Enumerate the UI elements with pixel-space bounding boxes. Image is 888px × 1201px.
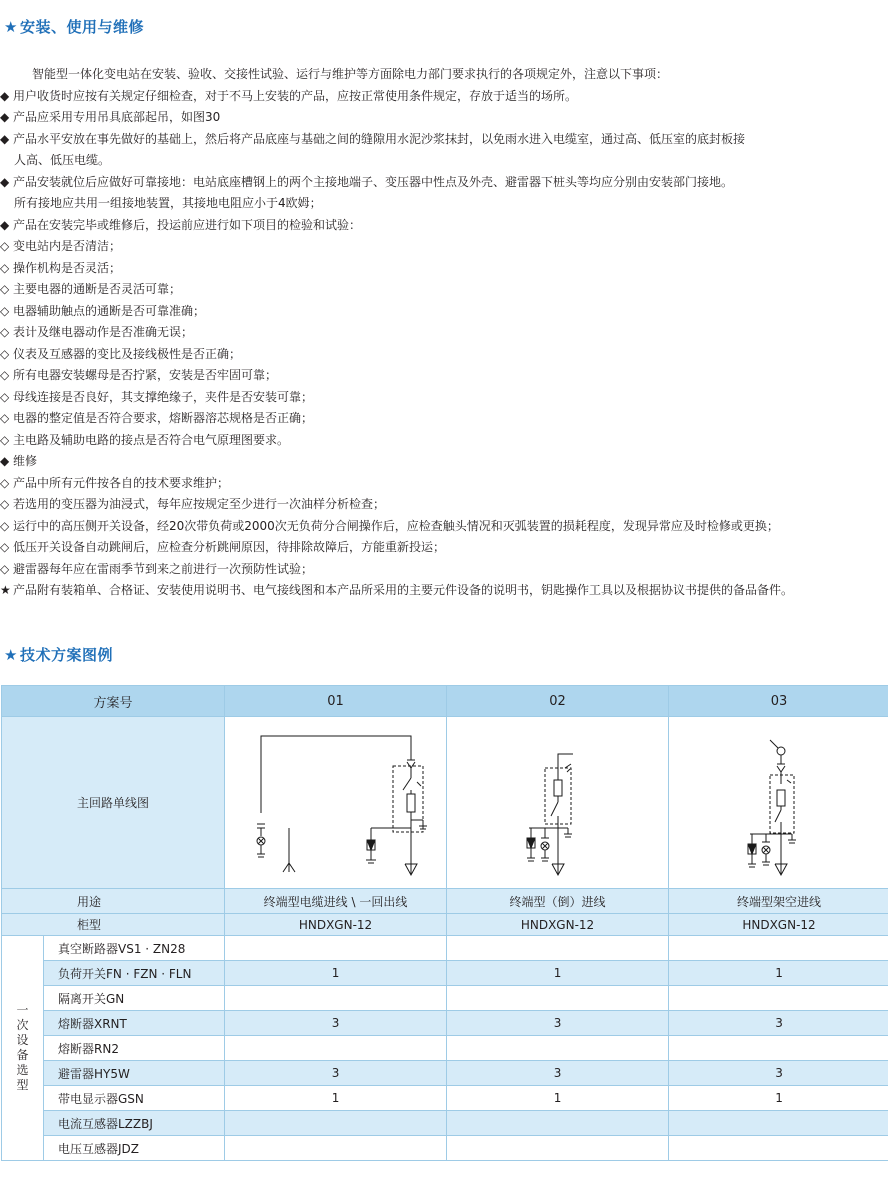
table-row	[2, 1061, 888, 1086]
equipment-label: 电流互感器LZZBJ	[44, 1111, 225, 1136]
list-item-text: 母线连接是否良好，其支撑绝缘子，夹件是否安装可靠；	[13, 389, 314, 404]
equipment-qty: 1	[225, 1086, 447, 1111]
equipment-label: 熔断器XRNT	[44, 1011, 225, 1036]
list-item	[0, 86, 888, 108]
star-icon: ★	[4, 646, 18, 664]
diamond-outline-icon: ◇	[0, 389, 10, 404]
usage-02: 终端型（倒）进线	[447, 889, 669, 914]
cabinet-03: HNDXGN-12	[669, 914, 888, 936]
cabinet-02: HNDXGN-12	[447, 914, 669, 936]
equipment-qty	[225, 1036, 447, 1061]
diamond-outline-icon: ◇	[0, 475, 10, 490]
list-item-text: 运行中的高压侧开关设备，经20次带负荷或2000次无负荷分合闸操作后，应检查触头情况和灭弧装置的损耗程度，发现异常应及时检修或更换；	[13, 518, 779, 533]
diagram-03	[669, 717, 888, 889]
diamond-filled-icon: ◆	[0, 131, 10, 146]
list-item-text: 电器辅助触点的通断是否可靠准确；	[13, 303, 206, 318]
list-item-text: 电器的整定值是否符合要求，熔断器溶芯规格是否正确；	[13, 411, 314, 425]
diamond-outline-icon: ◇	[0, 325, 10, 339]
list-item-continuation: 人高、低压电缆。	[14, 153, 111, 167]
list-item-text: 仪表及互感器的变比及接线极性是否正确；	[13, 346, 242, 361]
equipment-label: 真空断路器VS1 · ZN28	[44, 936, 225, 961]
usage-01: 终端型电缆进线 \ 一回出线	[225, 889, 447, 914]
list-item	[0, 344, 888, 366]
equipment-qty	[669, 936, 888, 961]
list-item-text: 产品在安装完毕或维修后，投运前应进行如下项目的检验和试验：	[13, 217, 362, 232]
group-label-primary-equipment	[2, 936, 44, 1161]
cabinet-01: HNDXGN-12	[225, 914, 447, 936]
group-label-char: 次	[16, 1018, 29, 1032]
diagram-02	[447, 717, 669, 889]
list-item	[0, 408, 888, 430]
equipment-qty: 1	[669, 961, 888, 986]
diamond-outline-icon: ◇	[0, 561, 10, 576]
equipment-qty: 3	[669, 1061, 888, 1086]
equipment-label: 电压互感器JDZ	[44, 1136, 225, 1161]
diamond-outline-icon: ◇	[0, 346, 10, 361]
equipment-qty	[447, 1136, 669, 1161]
scheme-table	[1, 685, 888, 1161]
list-item	[0, 580, 888, 602]
header-scheme-no: 方案号	[2, 686, 225, 717]
usage-row	[2, 889, 888, 914]
list-item-text: 产品附有装箱单、合格证、安装使用说明书、电气接线图和本产品所采用的主要元件设备的说明书，钥匙操作工具以及根据协议书提供的备品备件。	[13, 583, 794, 597]
list-item-text: 避雷器每年应在雷雨季节到来之前进行一次预防性试验；	[13, 561, 314, 576]
installation-text	[0, 64, 888, 602]
equipment-label: 负荷开关FN · FZN · FLN	[44, 961, 225, 986]
list-item-text: 维修	[13, 454, 38, 468]
list-item-text: 若选用的变压器为油浸式，每年应按规定至少进行一次油样分析检查；	[13, 497, 386, 511]
list-item	[0, 430, 888, 452]
diagram-01	[225, 717, 447, 889]
equipment-qty: 1	[669, 1086, 888, 1111]
cabinet-label: 柜型	[2, 914, 225, 936]
section-title-schemes: ★ 技术方案图例	[4, 646, 113, 664]
equipment-qty	[225, 1136, 447, 1161]
equipment-qty	[447, 936, 669, 961]
single-line-diagram-01	[231, 720, 441, 886]
equipment-qty: 3	[447, 1011, 669, 1036]
list-item-text: 主电路及辅助电路的接点是否符合电气原理图要求。	[13, 432, 290, 447]
list-item	[0, 107, 888, 129]
section-title-installation: ★ 安装、使用与维修	[4, 18, 144, 36]
list-item-text: 低压开关设备自动跳闸后，应检查分析跳闸原因，待排除故障后，方能重新投运；	[13, 540, 446, 554]
diamond-filled-icon: ◆	[0, 454, 10, 468]
equipment-qty	[447, 1036, 669, 1061]
equipment-qty	[225, 936, 447, 961]
equipment-qty	[447, 1111, 669, 1136]
diamond-outline-icon: ◇	[0, 540, 10, 554]
equipment-qty	[447, 986, 669, 1011]
equipment-qty: 1	[447, 961, 669, 986]
list-item	[0, 516, 888, 538]
group-label-char: 设	[16, 1033, 29, 1047]
star-icon: ★	[0, 583, 11, 597]
table-row	[2, 1136, 888, 1161]
diamond-filled-icon: ◆	[0, 88, 10, 103]
item-list	[0, 86, 888, 602]
list-item	[0, 451, 888, 473]
list-item-text: 用户收货时应按有关规定仔细检查，对于不马上安装的产品，应按正常使用条件规定，存放于适当的场所。	[13, 88, 578, 103]
diamond-filled-icon: ◆	[0, 174, 10, 189]
table-row	[2, 1111, 888, 1136]
diamond-outline-icon: ◇	[0, 260, 10, 275]
diamond-outline-icon: ◇	[0, 497, 10, 511]
diamond-outline-icon: ◇	[0, 239, 10, 253]
list-item-text: 产品应采用专用吊具底部起吊，如图30	[13, 110, 221, 124]
group-label-char: 选	[16, 1063, 29, 1077]
star-icon: ★	[4, 18, 18, 36]
equipment-qty	[225, 1111, 447, 1136]
equipment-qty	[225, 986, 447, 1011]
diamond-filled-icon: ◆	[0, 110, 10, 124]
table-row	[2, 936, 888, 961]
equipment-label: 隔离开关GN	[44, 986, 225, 1011]
table-row	[2, 986, 888, 1011]
list-item	[0, 172, 888, 194]
equipment-qty: 3	[447, 1061, 669, 1086]
single-line-diagram-03	[674, 720, 884, 886]
list-item	[0, 236, 888, 258]
list-item	[0, 129, 888, 151]
list-item	[0, 279, 888, 301]
list-item	[0, 322, 888, 344]
diamond-outline-icon: ◇	[0, 368, 10, 382]
list-item-text: 主要电器的通断是否灵活可靠；	[13, 282, 182, 296]
list-item-text: 产品安装就位后应做好可靠接地：电站底座槽钢上的两个主接地端子、变压器中性点及外壳、避雷器下桩头等均应分别由安装部门接地。	[13, 174, 734, 189]
equipment-qty: 1	[225, 961, 447, 986]
list-item	[0, 387, 888, 409]
list-item-text: 产品中所有元件按各自的技术要求维护；	[13, 475, 230, 490]
table-row	[2, 1036, 888, 1061]
list-item	[0, 473, 888, 495]
header-02: 02	[447, 686, 669, 717]
list-item-text: 变电站内是否清洁；	[13, 239, 122, 253]
group-label-char: 一	[16, 1003, 29, 1017]
equipment-qty	[669, 986, 888, 1011]
diamond-outline-icon: ◇	[0, 282, 10, 296]
list-item-text: 所有电器安装螺母是否拧紧，安装是否牢固可靠；	[13, 368, 278, 382]
group-label-char: 型	[16, 1078, 29, 1092]
list-item	[0, 365, 888, 387]
equipment-label: 熔断器RN2	[44, 1036, 225, 1061]
single-line-diagram-02	[453, 720, 663, 886]
equipment-qty	[669, 1111, 888, 1136]
table-row	[2, 961, 888, 986]
equipment-qty	[669, 1136, 888, 1161]
diamond-filled-icon: ◆	[0, 217, 10, 232]
cabinet-row	[2, 914, 888, 936]
table-row	[2, 1086, 888, 1111]
list-item-text: 操作机构是否灵活；	[13, 260, 122, 275]
equipment-qty: 3	[669, 1011, 888, 1036]
diamond-outline-icon: ◇	[0, 411, 10, 425]
intro-paragraph: 智能型一体化变电站在安装、验收、交接性试验、运行与维护等方面除电力部门要求执行的各项规定外，注意以下事项：	[32, 67, 669, 81]
list-item	[0, 559, 888, 581]
list-item-text: 表计及继电器动作是否准确无误；	[13, 325, 194, 339]
list-item	[0, 537, 888, 559]
header-03: 03	[669, 686, 888, 717]
diamond-outline-icon: ◇	[0, 303, 10, 318]
usage-label: 用途	[2, 889, 225, 914]
equipment-qty: 3	[225, 1011, 447, 1036]
equipment-label: 避雷器HY5W	[44, 1061, 225, 1086]
list-item	[0, 215, 888, 237]
list-item-continuation: 所有接地应共用一组接地装置，其接地电阻应小于4欧姆；	[14, 196, 322, 210]
list-item	[0, 301, 888, 323]
table-row	[2, 1011, 888, 1036]
header-01: 01	[225, 686, 447, 717]
list-item-text: 产品水平安放在事先做好的基础上，然后将产品底座与基础之间的缝隙用水泥沙浆抹封，以免雨水进入电缆室，通过高、低压室的底封板接	[13, 131, 746, 146]
diamond-outline-icon: ◇	[0, 518, 10, 533]
list-item	[0, 258, 888, 280]
equipment-qty	[669, 1036, 888, 1061]
diamond-outline-icon: ◇	[0, 432, 10, 447]
diagram-row	[2, 717, 888, 889]
usage-03: 终端型架空进线	[669, 889, 888, 914]
equipment-qty: 1	[447, 1086, 669, 1111]
list-item	[0, 494, 888, 516]
table-header-row	[2, 686, 888, 717]
equipment-qty: 3	[225, 1061, 447, 1086]
diagram-label: 主回路单线图	[2, 717, 225, 889]
equipment-label: 带电显示器GSN	[44, 1086, 225, 1111]
group-label-char: 备	[16, 1048, 29, 1062]
